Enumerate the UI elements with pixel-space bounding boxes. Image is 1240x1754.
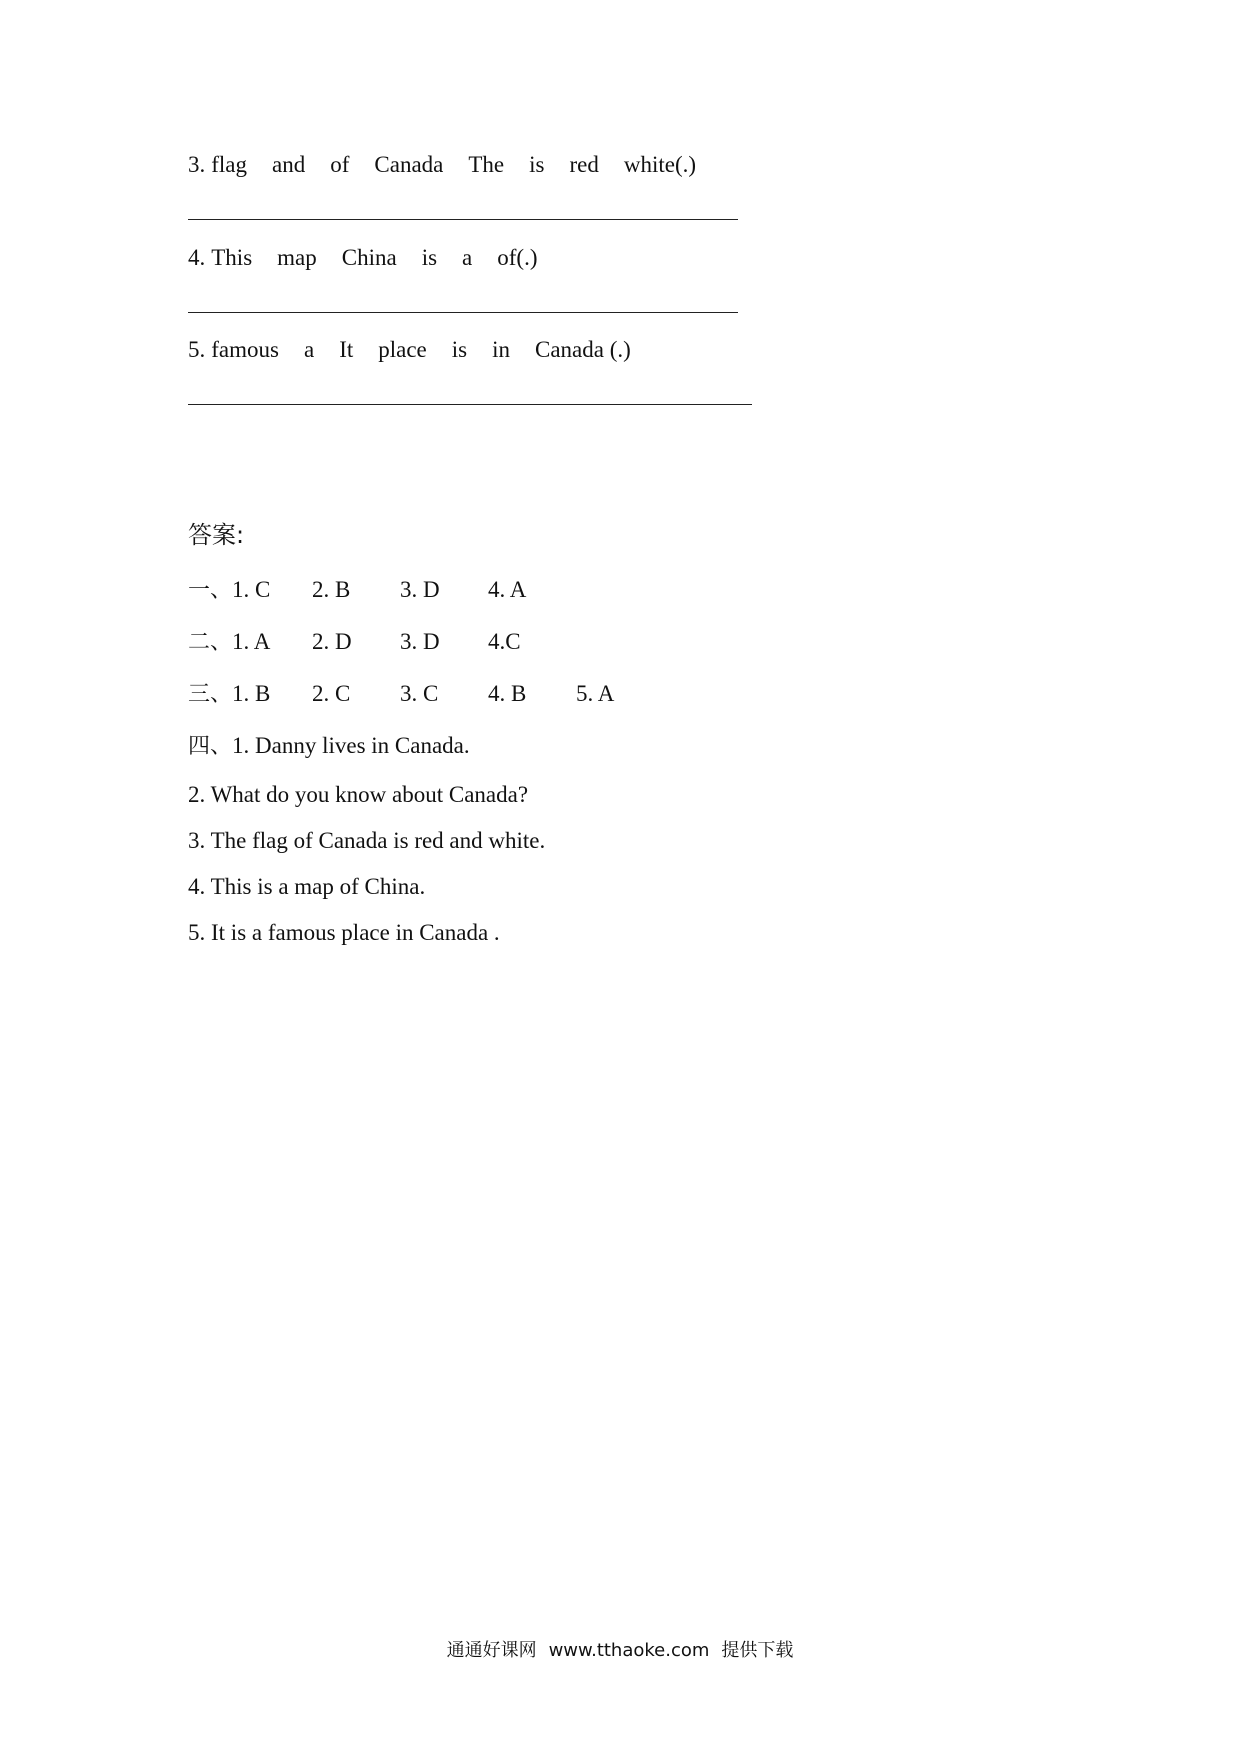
section-marker: 二、 — [188, 630, 233, 655]
scrambled-word: flag — [211, 152, 248, 177]
scrambled-word: Canada — [374, 152, 444, 177]
scrambled-word: Canada (.) — [535, 337, 631, 362]
answer-item: 1. C — [232, 577, 271, 602]
scrambled-word: is — [451, 337, 468, 362]
answer-item: 1. A — [232, 629, 271, 654]
question-number: 3. — [188, 152, 206, 177]
answer-item: 4. B — [488, 681, 527, 706]
answer-row-section-2 — [188, 627, 576, 658]
answer-blank-line[interactable] — [188, 219, 738, 220]
scrambled-word: is — [529, 152, 545, 177]
answer-row-section-3 — [188, 679, 664, 710]
answer-item: 3. D — [400, 577, 440, 602]
answer-item: 1. B — [232, 681, 271, 706]
scrambled-word: The — [468, 152, 505, 177]
question-3 — [188, 151, 721, 179]
answer-item: 2. D — [312, 629, 352, 654]
answer-blank-line[interactable] — [188, 404, 752, 405]
scrambled-word: place — [378, 337, 427, 362]
scrambled-word: a — [303, 337, 315, 362]
scrambled-word: red — [569, 152, 599, 177]
section-marker: 三、 — [188, 682, 233, 707]
footer-url-link[interactable]: www.tthaoke.com — [548, 1640, 710, 1661]
scrambled-word: It — [339, 337, 354, 362]
answer-item: 4.C — [488, 629, 521, 654]
answer-item: 3. D — [400, 629, 440, 654]
answer-sentence: 2. What do you know about Canada? — [188, 782, 529, 807]
scrambled-word: white(.) — [623, 152, 697, 177]
answers-heading: 答案: — [188, 521, 245, 549]
scrambled-word: a — [462, 245, 473, 270]
answer-blank-line[interactable] — [188, 312, 738, 313]
scrambled-word: of(.) — [497, 245, 538, 270]
answer-row-section-1 — [188, 575, 576, 606]
answer-sentence: 1. Danny lives in Canada. — [232, 733, 470, 758]
answer-sentence: 3. The flag of Canada is red and white. — [188, 828, 546, 853]
answer-row-section-4 — [188, 731, 470, 762]
section-marker: 一、 — [188, 578, 233, 603]
question-number: 5. — [188, 337, 206, 362]
scrambled-word: in — [492, 337, 510, 362]
section-marker: 四、 — [188, 734, 233, 759]
answer-item: 2. B — [312, 577, 351, 602]
scrambled-word: China — [341, 245, 397, 270]
scrambled-word: of — [330, 152, 350, 177]
scrambled-word: and — [272, 152, 306, 177]
scrambled-word: famous — [211, 337, 279, 362]
answer-item: 3. C — [400, 681, 439, 706]
question-5 — [188, 336, 656, 364]
question-4 — [188, 244, 563, 272]
scrambled-word: is — [421, 245, 438, 270]
answer-sentence: 5. It is a famous place in Canada . — [188, 920, 500, 945]
scrambled-word: map — [277, 245, 317, 270]
answer-sentence: 4. This is a map of China. — [188, 874, 426, 899]
scrambled-word: This — [211, 245, 253, 270]
answer-item: 2. C — [312, 681, 351, 706]
footer-suffix: 提供下载 — [721, 1640, 794, 1661]
page-footer — [0, 1636, 1240, 1662]
question-number: 4. — [188, 245, 206, 270]
answer-item: 5. A — [576, 681, 615, 706]
answer-item: 4. A — [488, 577, 527, 602]
footer-site-name: 通通好课网 — [446, 1640, 537, 1661]
